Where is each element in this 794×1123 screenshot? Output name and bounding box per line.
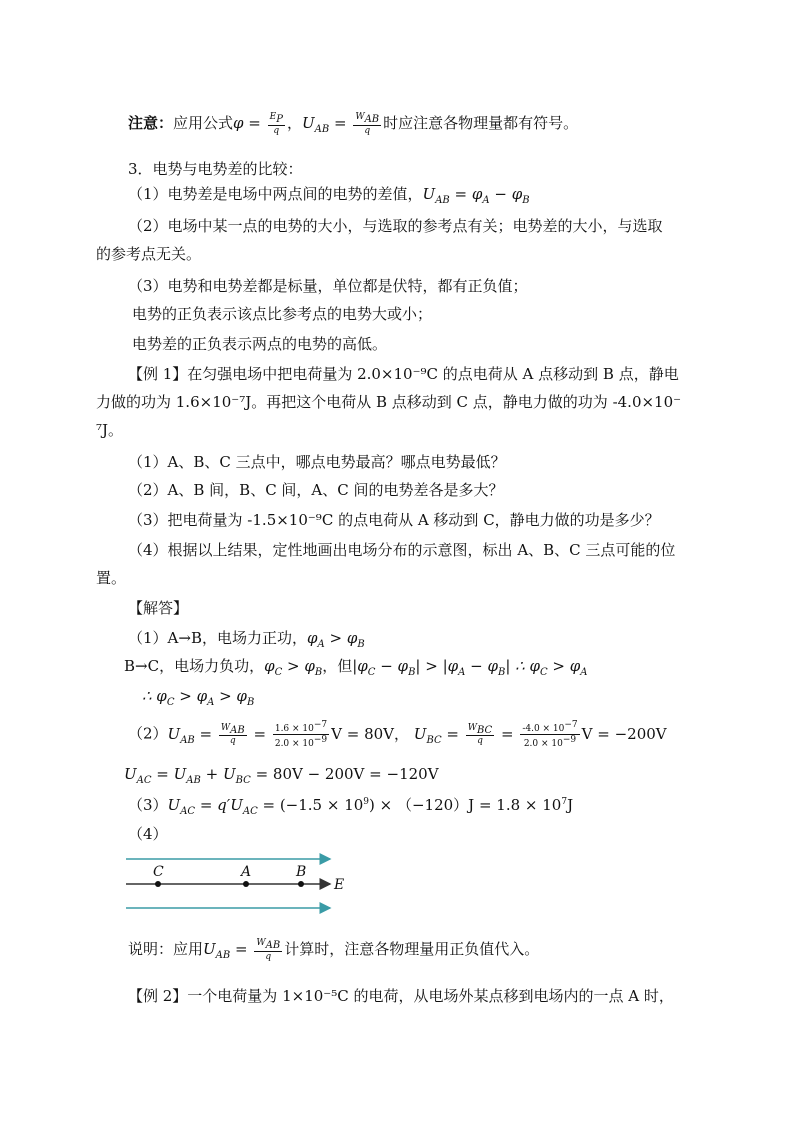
formula-order: ∴ $\varphi_C > \varphi_A > \varphi_B$ [142, 687, 255, 708]
label-c: C [153, 864, 164, 880]
answer-2 [128, 720, 667, 751]
example1-stem-2: 力做的功为 1.6×10⁻⁷J。再把这个电荷从 B 点移动到 C 点，静电力做的功为 -4.0×10⁻ [96, 393, 682, 411]
label-a: A [241, 864, 252, 880]
example1-q2: （2）A、B 间，B、C 间，A、C 间的电势差各是多大？ [128, 481, 504, 499]
formula-phi: φ = $\frac{E_P}{q}$ [233, 112, 283, 136]
answer-2-prefix: （2） [128, 724, 168, 743]
formula-ubc-calc: $U_{BC}$ = $\frac{W_{BC}}{q}$ = $\frac{-4.0 \times 10^{-7}}{2.0 \times 10^{-9}}$ V = −200V [413, 720, 667, 749]
note-text-1: 应用公式 [173, 113, 234, 132]
section3-p1-text: （1）电势差是电场中两点间的电势的差值， [128, 185, 423, 203]
label-b: B [296, 864, 307, 880]
example1-q4b: 置。 [96, 569, 127, 587]
section3-p1 [128, 184, 530, 211]
example2-stem: 【例 2】一个电荷量为 1×10⁻⁵C 的电荷，从电场外某点移到电场内的一点 A 时， [128, 987, 674, 1005]
formula-uab-calc: $U_{AB}$ = $\frac{W_{AB}}{q}$ = $\frac{1.6 \times 10^{-7}}{2.0 \times 10^{-9}}$ V = 80V， [167, 720, 410, 749]
formula-uac: $U_{AC} = U_{AB} + U_{BC} = 80V - 200V = -120V$ [124, 765, 439, 786]
formula-phiA-gt-phiB: $\varphi_A > \varphi_B$ [306, 629, 365, 650]
answer-1b-mid: ，但 [322, 657, 353, 675]
label-e: E [334, 877, 345, 893]
answer-2b [124, 764, 439, 791]
answer-title: 【解答】 [128, 599, 189, 617]
answer-3-prefix: （3） [128, 796, 168, 814]
formula-phiC-gt-phiB: $\varphi_C > \varphi_B$ [264, 657, 323, 678]
answer-note-suffix: 计算时，注意各物理量用正负值代入。 [284, 939, 540, 958]
section3-p2b: 的参考点无关。 [96, 245, 202, 263]
point-b [298, 881, 304, 887]
formula-abs-compare: $|\varphi_C - \varphi_B| > |\varphi_A - \varphi_B|$ ∴ $\varphi_C > \varphi_A$ [352, 657, 588, 678]
formula-uab-diff: $U_{AB} = \varphi_A - \varphi_B$ [422, 185, 530, 206]
answer-1b [124, 656, 587, 683]
point-a [243, 881, 249, 887]
example1-stem-1: 【例 1】在匀强电场中把电荷量为 2.0×10⁻⁹C 的点电荷从 A 点移动到 B 点，静电 [128, 365, 679, 383]
answer-4: （4） [128, 825, 168, 843]
section3-title: 3．电势与电势差的比较： [128, 160, 303, 178]
section3-p3: （3）电势和电势差都是标量，单位都是伏特，都有正负值； [128, 277, 528, 295]
section3-p4: 电势的正负表示该点比参考点的电势大或小； [132, 305, 433, 323]
section3-p5: 电势差的正负表示两点的电势的高低。 [132, 335, 388, 353]
example1-q4a: （4）根据以上结果，定性地画出电场分布的示意图，标出 A、B、C 三点可能的位 [128, 541, 676, 559]
section3-p2a: （2）电场中某一点的电势的大小，与选取的参考点有关；电势差的大小，与选取 [128, 217, 663, 235]
answer-1a-text: （1）A→B，电场力正功， [128, 629, 307, 647]
answer-note-prefix: 说明：应用 [128, 939, 204, 958]
note-line [128, 112, 578, 140]
answer-1a [128, 628, 365, 655]
formula-uab: $U_{AB}$ = $\frac{W_{AB}}{q}$ [301, 112, 380, 136]
point-c [155, 881, 161, 887]
answer-note [128, 938, 539, 966]
formula-uab-note: $U_{AB}$ = $\frac{W_{AB}}{q}$ [203, 938, 281, 962]
example1-stem-3: ⁷J。 [96, 421, 124, 439]
example1-q1: （1）A、B、C 三点中，哪点电势最高？哪点电势最低？ [128, 453, 506, 471]
note-label: 注意： [128, 113, 174, 132]
field-diagram [124, 848, 364, 918]
note-text-3: 时应注意各物理量都有符号。 [383, 113, 579, 132]
note-text-2: ， [286, 113, 302, 132]
formula-work: $U_{AC} = q'U_{AC} = (-1.5 \times 10^9) \times (-120)J = 1.8 \times 10^7J$ [167, 796, 574, 817]
example1-q3: （3）把电荷量为 -1.5×10⁻⁹C 的点电荷从 A 移动到 C，静电力做的功是多少？ [128, 511, 660, 529]
answer-3 [128, 792, 573, 822]
answer-1c [142, 686, 254, 713]
answer-1b-text: B→C，电场力负功， [124, 657, 265, 675]
